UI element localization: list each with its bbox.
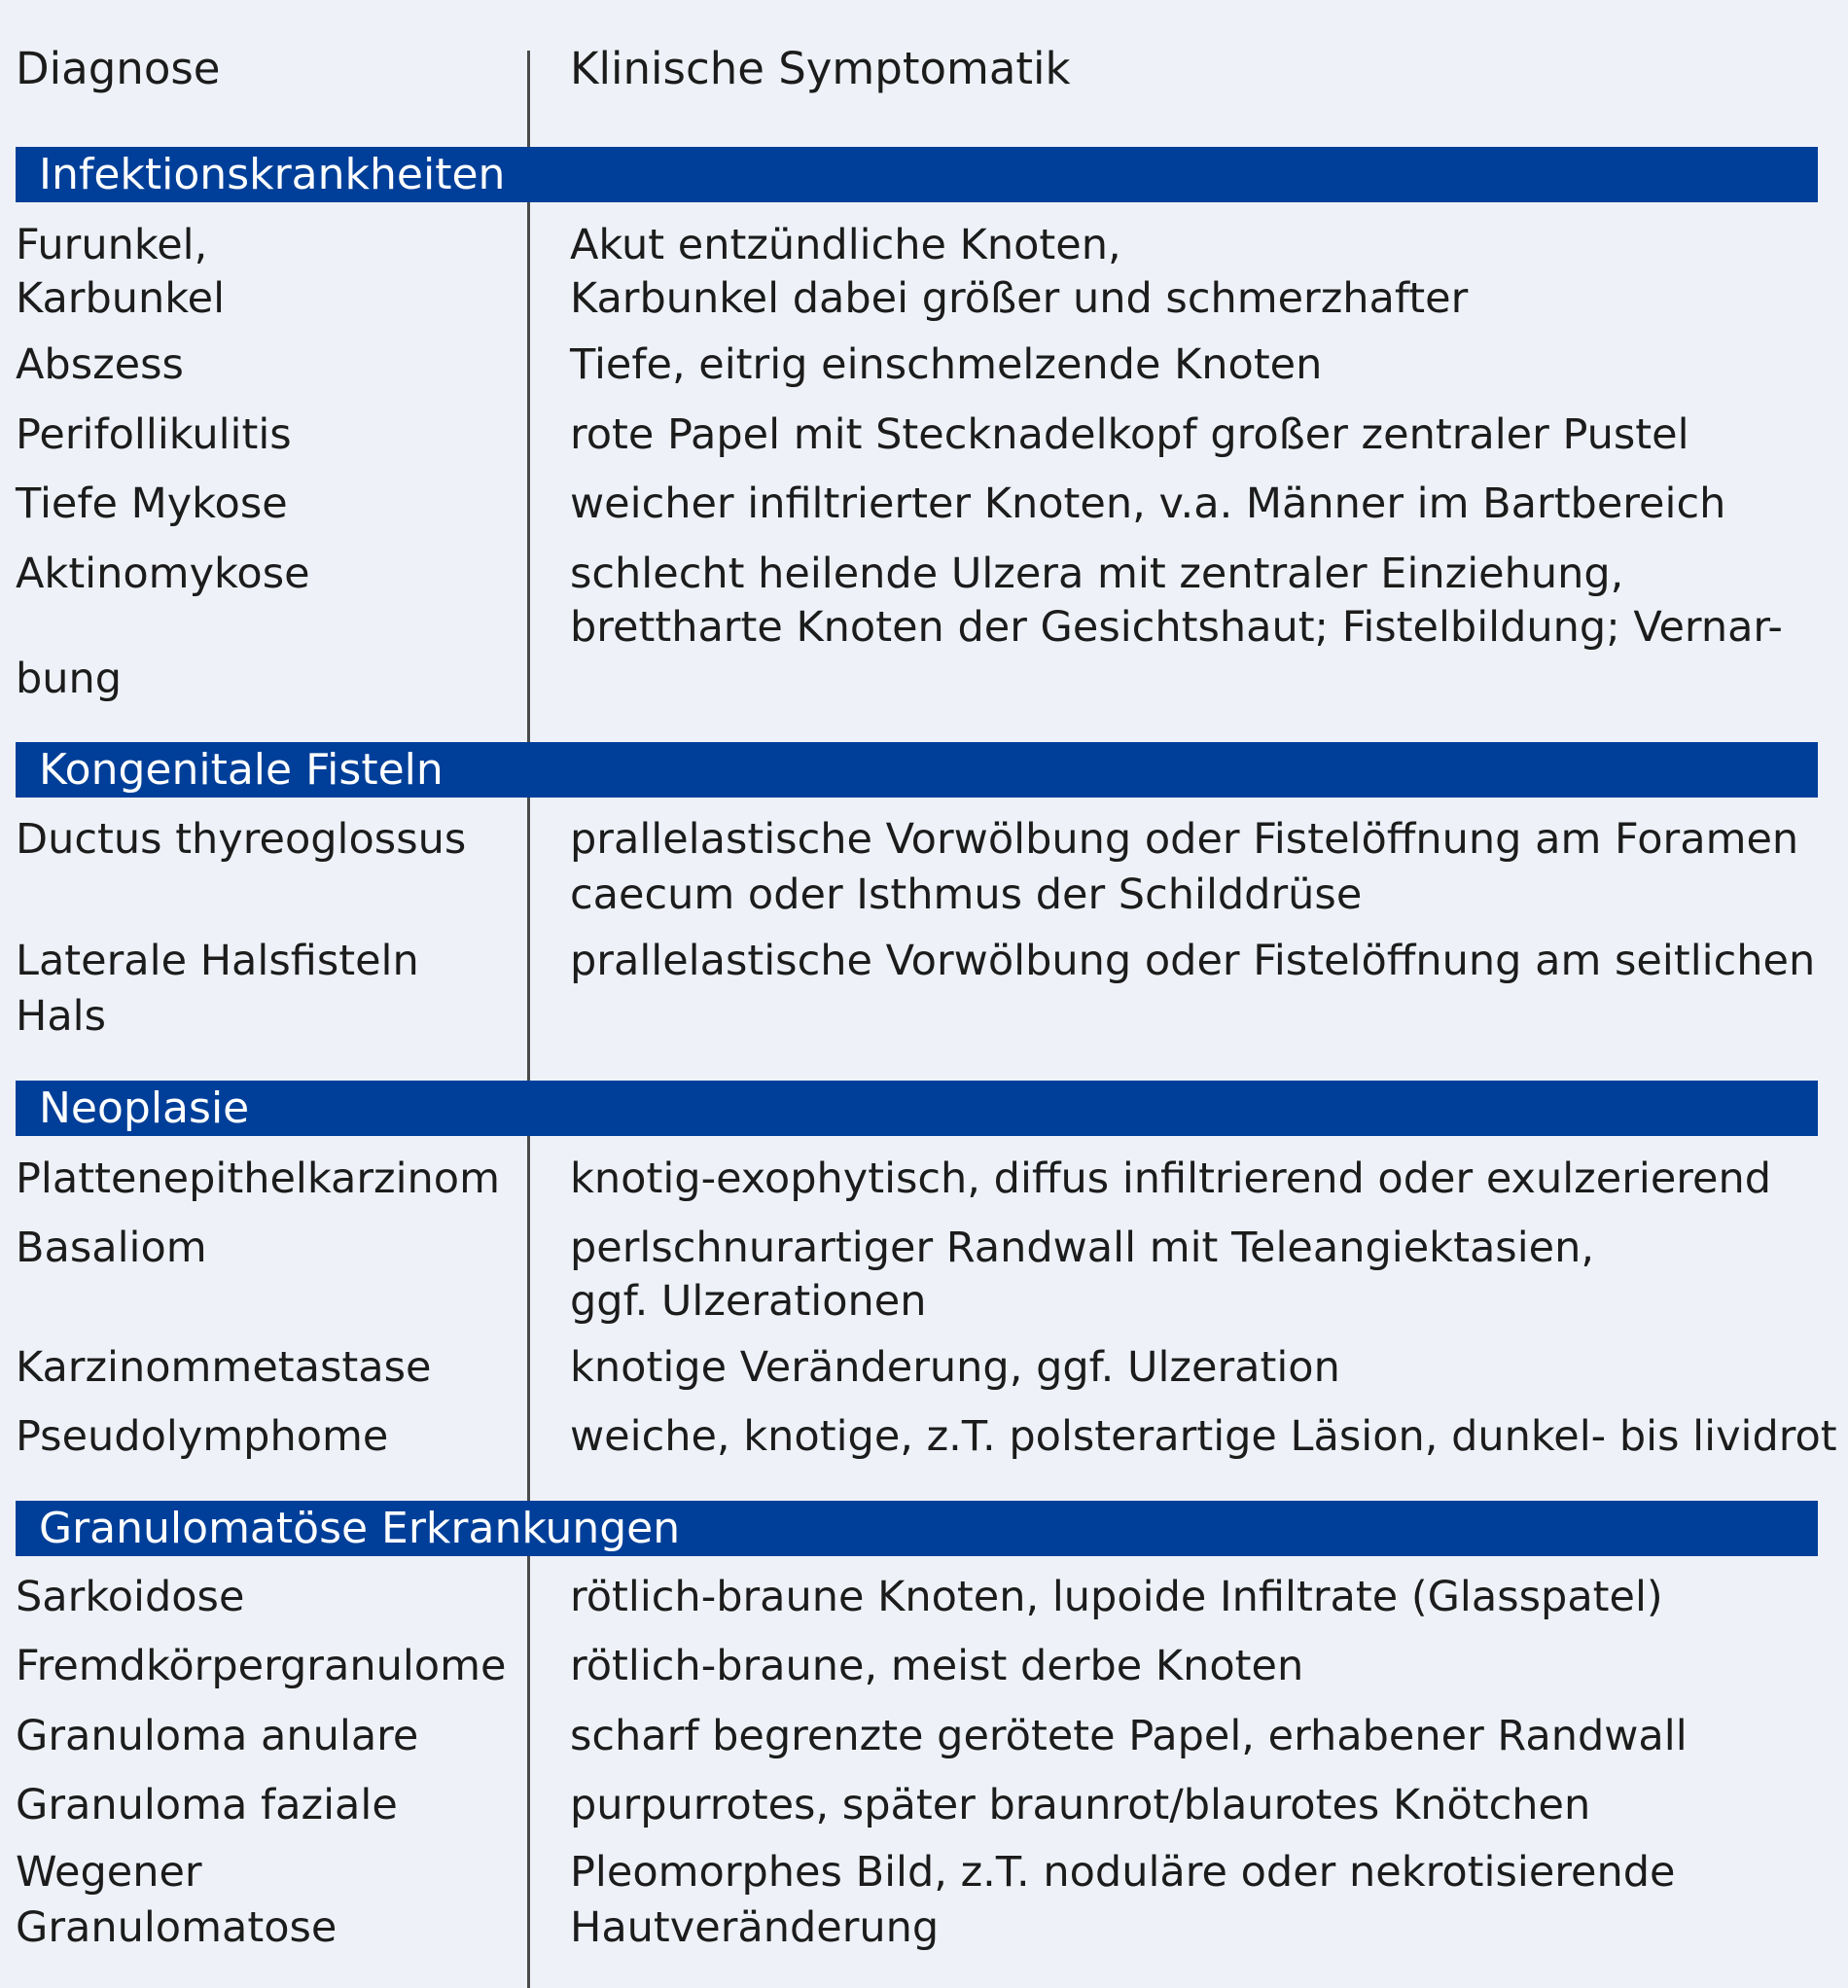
diagnosis-cell: Hals bbox=[16, 992, 107, 1041]
diagnosis-cell: Aktinomykose bbox=[16, 550, 310, 598]
section-header-infektionskrankheiten: Infektionskrankheiten bbox=[16, 147, 1818, 202]
diagnosis-cell: Wegener bbox=[16, 1848, 202, 1897]
diagnosis-cell: Karbunkel bbox=[16, 274, 226, 323]
symptoms-cell: Karbunkel dabei größer und schmerzhafter bbox=[570, 274, 1469, 323]
symptoms-cell: weicher infiltrierter Knoten, v.a. Männer im Bartbereich bbox=[570, 479, 1726, 528]
symptoms-cell: Hautveränderung bbox=[570, 1903, 940, 1952]
diagnosis-cell: Fremdkörpergranulome bbox=[16, 1642, 507, 1690]
diagnosis-cell: Laterale Halsfisteln bbox=[16, 937, 419, 985]
symptoms-cell: Akut entzündliche Knoten, bbox=[570, 221, 1121, 269]
diagnosis-cell: Karzinommetastase bbox=[16, 1343, 432, 1392]
symptoms-cell: Tiefe, eitrig einschmelzende Knoten bbox=[570, 340, 1323, 389]
section-header-kongenitale-fisteln: Kongenitale Fisteln bbox=[16, 742, 1818, 798]
diagnosis-cell: Perifollikulitis bbox=[16, 410, 292, 459]
symptoms-cell: rötlich-braune, meist derbe Knoten bbox=[570, 1642, 1304, 1690]
diagnosis-cell: Abszess bbox=[16, 340, 184, 389]
diagnosis-cell: Granulomatose bbox=[16, 1903, 338, 1952]
diagnosis-cell: Pseudolymphome bbox=[16, 1412, 389, 1461]
symptoms-cell: brettharte Knoten der Gesichtshaut; Fistelbildung; Vernar- bbox=[570, 603, 1783, 652]
symptoms-cell: rote Papel mit Stecknadelkopf großer zentraler Pustel bbox=[570, 410, 1689, 459]
symptoms-cell: rötlich-braune Knoten, lupoide Infiltrate (Glasspatel) bbox=[570, 1573, 1663, 1621]
symptoms-cell: scharf begrenzte gerötete Papel, erhabener Randwall bbox=[570, 1712, 1688, 1760]
symptoms-cell: caecum oder Isthmus der Schilddrüse bbox=[570, 870, 1363, 919]
symptoms-cell: ggf. Ulzerationen bbox=[570, 1277, 927, 1326]
symptoms-cell: prallelastische Vorwölbung oder Fistelöffnung am Foramen bbox=[570, 815, 1799, 864]
diagnosis-cell: Granuloma faziale bbox=[16, 1781, 398, 1829]
symptoms-cell: prallelastische Vorwölbung oder Fistelöffnung am seitlichen bbox=[570, 937, 1816, 985]
symptoms-cell: perlschnurartiger Randwall mit Teleangiektasien, bbox=[570, 1224, 1595, 1272]
column-divider bbox=[527, 51, 530, 1988]
symptoms-cell: knotige Veränderung, ggf. Ulzeration bbox=[570, 1343, 1340, 1392]
symptoms-cell: weiche, knotige, z.T. polsterartige Läsion, dunkel- bis lividrot bbox=[570, 1412, 1837, 1461]
diagnosis-cell: Basaliom bbox=[16, 1224, 207, 1272]
diagnosis-cell: bung bbox=[16, 655, 123, 703]
symptoms-cell: purpurrotes, später braunrot/blaurotes Knötchen bbox=[570, 1781, 1591, 1829]
diagnosis-cell: Furunkel, bbox=[16, 221, 208, 269]
section-header-neoplasie: Neoplasie bbox=[16, 1081, 1818, 1136]
symptoms-cell: schlecht heilende Ulzera mit zentraler Einziehung, bbox=[570, 550, 1624, 598]
diagnosis-cell: Sarkoidose bbox=[16, 1573, 245, 1621]
header-symptoms: Klinische Symptomatik bbox=[570, 43, 1071, 94]
symptoms-cell: Pleomorphes Bild, z.T. noduläre oder nekrotisierende bbox=[570, 1848, 1676, 1897]
diagnosis-cell: Ductus thyreoglossus bbox=[16, 815, 467, 864]
diagnosis-cell: Plattenepithelkarzinom bbox=[16, 1154, 501, 1203]
header-diagnosis: Diagnose bbox=[16, 43, 221, 94]
symptoms-cell: knotig-exophytisch, diffus infiltrierend oder exulzerierend bbox=[570, 1154, 1772, 1203]
diagnosis-cell: Tiefe Mykose bbox=[16, 479, 288, 528]
section-header-granulomatoese-erkrankungen: Granulomatöse Erkrankungen bbox=[16, 1501, 1818, 1556]
diagnosis-cell: Granuloma anulare bbox=[16, 1712, 419, 1760]
